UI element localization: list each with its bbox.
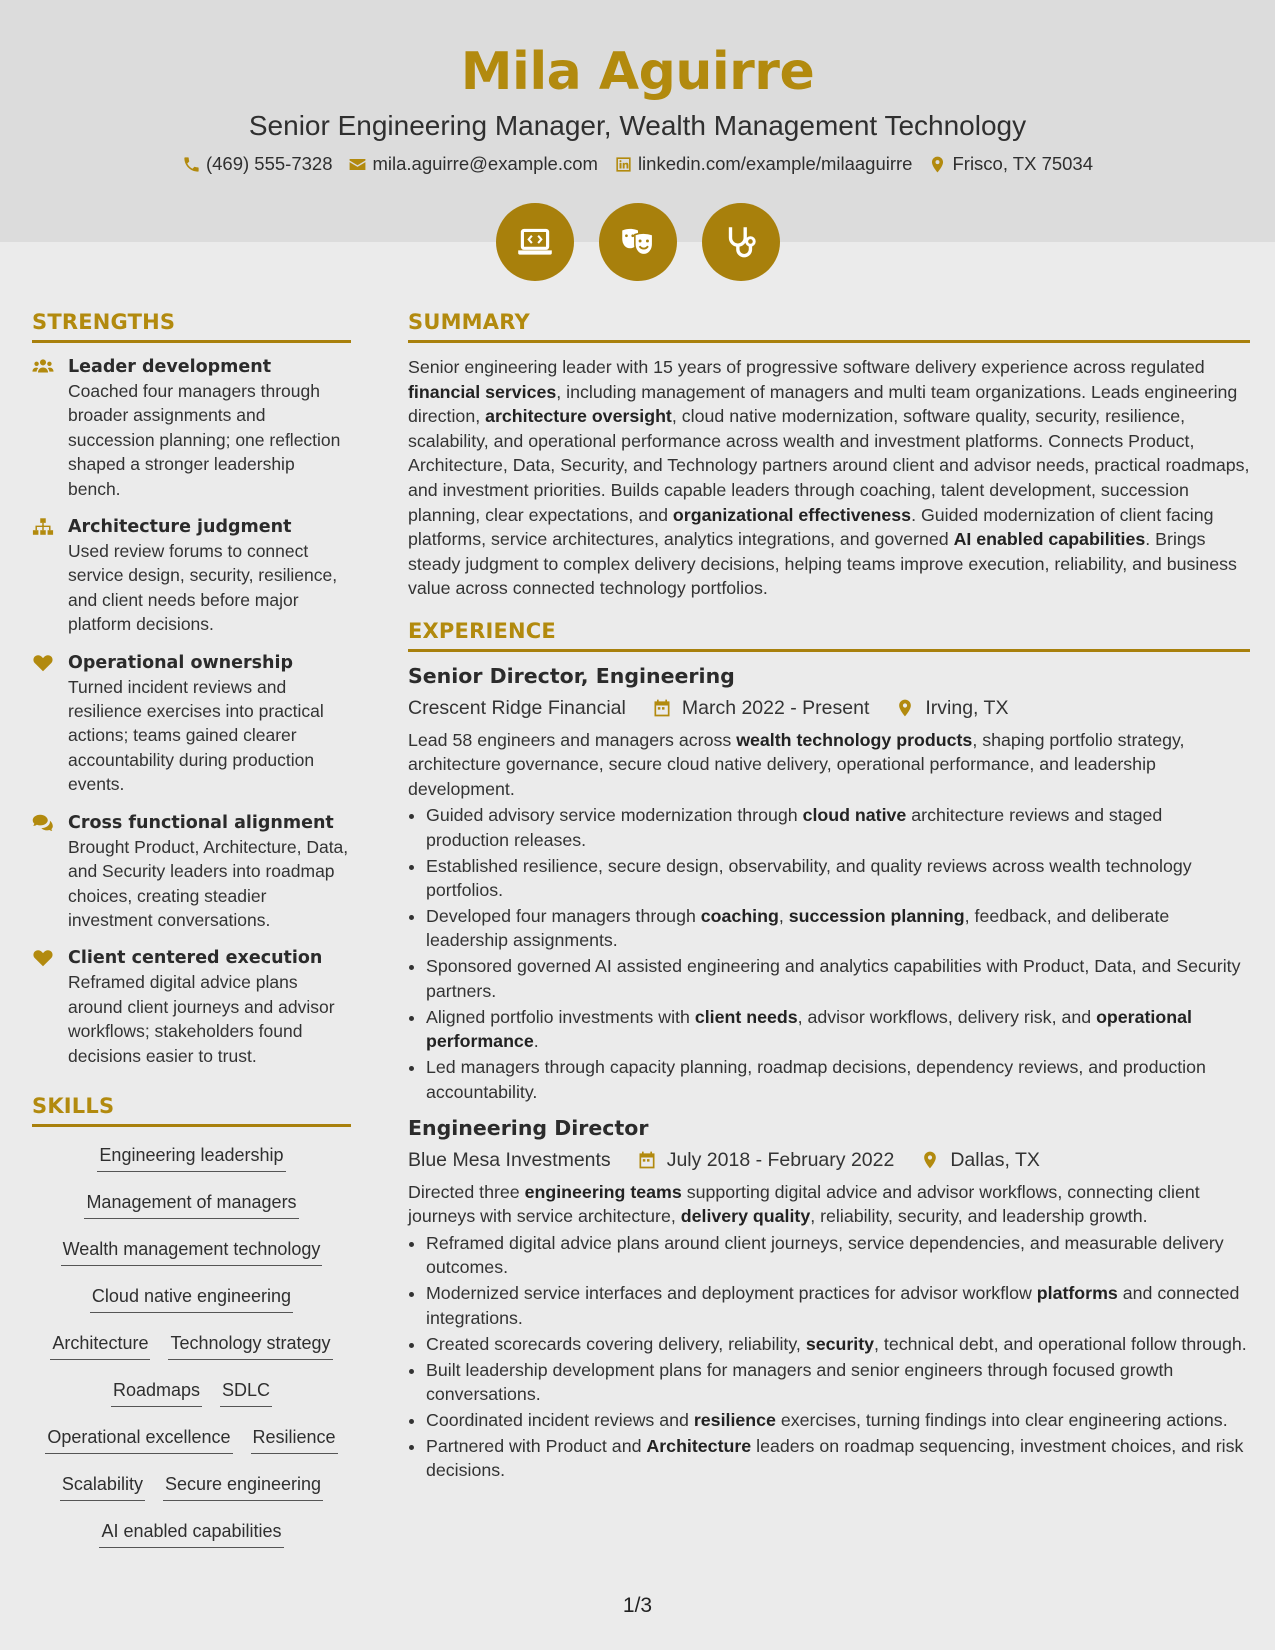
strength-title: Client centered execution xyxy=(68,948,323,969)
strength-item xyxy=(32,811,351,933)
strength-desc: Turned incident reviews and resilience exercises into practical actions; teams gained clearer accountability during production events. xyxy=(68,676,324,795)
strength-desc: Brought Product, Architecture, Data, and Security leaders into roadmap choices, creating steadier investment conversations. xyxy=(68,836,349,930)
sitemap-icon xyxy=(32,517,54,537)
job-bullet xyxy=(426,904,1250,953)
skill-tag: Resilience xyxy=(251,1425,338,1454)
job-bullet xyxy=(426,1332,1250,1356)
bold-phrase: client needs xyxy=(694,1006,798,1027)
text-run: Reframed digital advice plans around client journeys, service dependencies, and measurable delivery outcomes. xyxy=(426,1232,1224,1278)
text-run: , technical debt, and operational follow through. xyxy=(874,1333,1247,1354)
text-run: Aligned portfolio investments with xyxy=(426,1006,695,1027)
text-run: architecture reviews and staged production releases. xyxy=(426,805,1163,850)
contact-linkedin[interactable] xyxy=(614,152,913,176)
text-run: leaders on roadmap sequencing, investment choices, and risk decisions. xyxy=(426,1436,1244,1481)
skill-row xyxy=(36,1233,347,1280)
job-bullet xyxy=(426,1231,1250,1280)
contact-email-text: mila.aguirre@example.com xyxy=(372,153,598,174)
text-run: , shaping portfolio strategy, architecture governance, secure cloud native delivery, operational performance, and leadership development. xyxy=(408,729,1185,799)
strength-desc: Reframed digital advice plans around client journeys and advisor workflows; stakeholders found decisions easier to trust. xyxy=(68,972,335,1066)
text-run: Led managers through capacity planning, roadmap decisions, dependency reviews, and production accountability. xyxy=(426,1057,1206,1102)
text-run: Created scorecards covering delivery, reliability, xyxy=(426,1333,806,1354)
skills-list xyxy=(32,1139,351,1562)
text-run: and connected integrations. xyxy=(426,1283,1240,1328)
job-location: Dallas, TX xyxy=(950,1149,1040,1171)
envelope-icon xyxy=(348,155,367,174)
text-run: exercises, turning findings into clear engineering actions. xyxy=(775,1410,1228,1431)
summary-text xyxy=(408,355,1250,601)
contact-linkedin-text: linkedin.com/example/milaaguirre xyxy=(637,153,913,174)
job-title: Senior Director, Engineering xyxy=(408,663,735,688)
map-pin-icon xyxy=(920,1150,940,1170)
contact-location xyxy=(928,152,1093,176)
interest-icons xyxy=(0,203,1275,281)
strength-title: Operational ownership xyxy=(68,652,294,673)
bold-phrase: security xyxy=(805,1333,875,1354)
text-run: Partnered with Product and xyxy=(426,1436,647,1457)
job-bullets xyxy=(408,1231,1250,1483)
text-run: Guided advisory service modernization through xyxy=(426,805,803,826)
skill-row xyxy=(36,1139,347,1186)
skill-tag: Secure engineering xyxy=(163,1472,323,1501)
job-bullet xyxy=(426,854,1250,903)
job-bullets xyxy=(408,803,1250,1104)
map-pin-icon xyxy=(895,698,915,718)
candidate-name: Mila Aguirre xyxy=(460,42,815,102)
job-meta xyxy=(408,1146,1250,1174)
contact-phone-text: (469) 555-7328 xyxy=(205,153,333,174)
interest-theater xyxy=(599,203,677,281)
skill-row xyxy=(36,1374,347,1421)
skill-row xyxy=(36,1327,347,1374)
skill-row xyxy=(36,1515,347,1562)
strengths-heading: STRENGTHS xyxy=(32,308,351,343)
skill-tag: SDLC xyxy=(220,1378,272,1407)
text-run: , including management of managers and multi team organizations. Leads engineering direction, xyxy=(408,381,1238,427)
heart-icon xyxy=(32,653,54,673)
skill-tag: Roadmaps xyxy=(111,1378,202,1407)
page-number: 1/3 xyxy=(622,1594,653,1617)
strength-title: Leader development xyxy=(68,357,272,377)
text-run: . Guided modernization of client facing platforms, service architectures, analytics integrations, and governed xyxy=(408,504,1214,550)
calendar-icon xyxy=(652,698,672,718)
bold-phrase: operational performance xyxy=(426,1006,1192,1052)
text-run: , xyxy=(778,905,789,926)
contact-phone[interactable] xyxy=(182,152,333,176)
interest-medicine xyxy=(702,203,780,281)
summary-heading: SUMMARY xyxy=(408,308,1250,343)
skill-tag: Cloud native engineering xyxy=(90,1284,293,1313)
strength-item xyxy=(32,355,351,501)
bold-phrase: Architecture xyxy=(646,1436,752,1457)
phone-icon xyxy=(182,155,201,174)
skill-row xyxy=(36,1280,347,1327)
bold-phrase: cloud native xyxy=(802,805,907,826)
job-location: Irving, TX xyxy=(925,696,1009,719)
skill-tag: Scalability xyxy=(60,1472,145,1501)
interest-coding xyxy=(496,203,574,281)
contact-email[interactable] xyxy=(348,152,597,176)
text-run: Directed three xyxy=(408,1182,525,1202)
skill-row xyxy=(36,1468,347,1515)
text-run: supporting digital advice and advisor workflows, connecting client journeys with service architecture, xyxy=(408,1182,1200,1227)
text-run: Coordinated incident reviews and xyxy=(426,1410,694,1431)
bold-phrase: coaching xyxy=(700,905,779,926)
left-column xyxy=(32,308,351,1562)
heart-icon xyxy=(32,948,54,968)
strength-item xyxy=(32,946,351,1068)
comments-icon xyxy=(32,813,54,833)
job-company: Crescent Ridge Financial xyxy=(408,696,626,719)
users-icon xyxy=(32,357,54,377)
contact-bar xyxy=(0,152,1275,176)
right-column xyxy=(408,308,1250,1495)
strength-item xyxy=(32,515,351,637)
job-bullet xyxy=(426,1434,1250,1483)
skill-row xyxy=(36,1421,347,1468)
job-description xyxy=(408,728,1250,801)
text-run: Modernized service interfaces and deployment practices for advisor workflow xyxy=(426,1283,1037,1304)
text-run: Built leadership development plans for managers and senior engineers through focused growth conversations. xyxy=(426,1359,1174,1405)
text-run: . Brings steady judgment to complex delivery decisions, helping teams improve execution, reliability, and business value across connected technology portfolios. xyxy=(408,529,1237,599)
text-run: , feedback, and deliberate leadership assignments. xyxy=(426,905,1170,951)
theater-masks-icon xyxy=(617,221,659,263)
bold-phrase: wealth technology products xyxy=(736,729,973,750)
calendar-icon xyxy=(637,1150,657,1170)
job-bullet xyxy=(426,954,1250,1003)
job-bullet xyxy=(426,1005,1250,1054)
job-company: Blue Mesa Investments xyxy=(408,1149,611,1171)
job-meta xyxy=(408,694,1250,722)
bold-phrase: financial services xyxy=(408,381,557,402)
strength-title: Architecture judgment xyxy=(68,517,292,538)
text-run: Developed four managers through xyxy=(426,905,701,926)
skills-heading: SKILLS xyxy=(32,1092,351,1127)
job-description xyxy=(408,1180,1250,1229)
skill-tag: AI enabled capabilities xyxy=(99,1519,283,1548)
strength-desc: Coached four managers through broader assignments and succession planning; one reflection shaped a stronger leadership bench. xyxy=(68,381,341,499)
bold-phrase: organizational effectiveness xyxy=(672,504,912,525)
strength-desc: Used review forums to connect service design, security, resilience, and client needs before major platform decisions. xyxy=(68,541,338,635)
strength-item xyxy=(32,651,351,797)
skill-tag: Architecture xyxy=(50,1331,150,1360)
text-run: Established resilience, secure design, observability, and quality reviews across wealth technology portfolios. xyxy=(426,855,1192,900)
skill-tag: Engineering leadership xyxy=(97,1143,285,1172)
job-bullet xyxy=(426,1281,1250,1330)
bold-phrase: platforms xyxy=(1036,1283,1118,1304)
text-run: Senior engineering leader with 15 years of progressive software delivery experience across regulated xyxy=(408,357,1205,377)
job-entry xyxy=(408,662,1250,1104)
candidate-headline: Senior Engineering Manager, Wealth Management Technology xyxy=(248,110,1027,141)
job-title: Engineering Director xyxy=(408,1116,649,1140)
text-run: . xyxy=(533,1031,539,1052)
text-run: , cloud native modernization, software quality, security, resilience, scalability, and operational performance across wealth and investment platforms. Connects Product, Architecture, Data, Security, and Technology partners around client and advisor needs, practical roadmaps, and investment priorities. Builds capable leaders through coaching, talent development, succession planning, clear expectations, and xyxy=(408,406,1250,525)
job-bullet xyxy=(426,1055,1250,1104)
text-run: , advisor workflows, delivery risk, and xyxy=(797,1006,1097,1027)
strength-title: Cross functional alignment xyxy=(68,812,334,833)
job-bullet xyxy=(426,803,1250,852)
stethoscope-icon xyxy=(720,221,762,263)
map-pin-icon xyxy=(928,155,947,174)
bold-phrase: delivery quality xyxy=(680,1206,811,1227)
bold-phrase: succession planning xyxy=(788,905,965,926)
skill-tag: Operational excellence xyxy=(45,1425,232,1454)
bold-phrase: AI enabled capabilities xyxy=(953,529,1146,550)
experience-heading: EXPERIENCE xyxy=(408,617,1250,652)
text-run: , reliability, security, and leadership growth. xyxy=(810,1206,1148,1227)
job-entry xyxy=(408,1114,1250,1483)
skill-tag: Management of managers xyxy=(84,1190,298,1219)
skill-tag: Technology strategy xyxy=(168,1331,332,1360)
skill-row xyxy=(36,1186,347,1233)
bold-phrase: engineering teams xyxy=(524,1182,682,1202)
laptop-code-icon xyxy=(514,221,556,263)
job-bullet xyxy=(426,1358,1250,1407)
text-run: Sponsored governed AI assisted engineering and analytics capabilities with Product, Data, and Security partners. xyxy=(426,956,1241,1001)
skill-tag: Wealth management technology xyxy=(61,1237,323,1266)
job-dates: March 2022 - Present xyxy=(681,696,870,719)
job-dates: July 2018 - February 2022 xyxy=(666,1149,895,1171)
bold-phrase: resilience xyxy=(693,1410,776,1431)
text-run: Lead 58 engineers and managers across xyxy=(408,729,737,750)
linkedin-icon xyxy=(614,155,633,174)
contact-location-text: Frisco, TX 75034 xyxy=(952,153,1094,174)
bold-phrase: architecture oversight xyxy=(485,406,672,427)
job-bullet xyxy=(426,1408,1250,1432)
